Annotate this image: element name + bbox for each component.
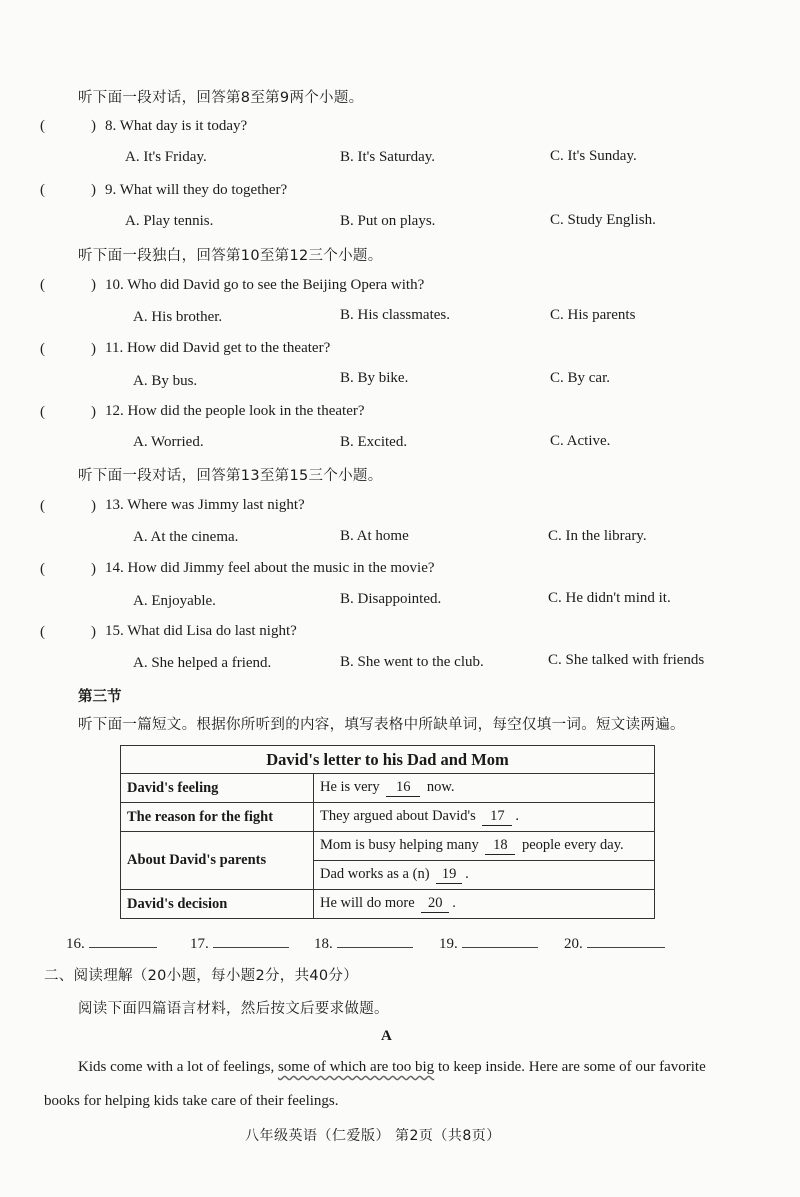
question-number: 10.: [105, 277, 124, 293]
option-10c: C. His parents: [550, 307, 636, 323]
question-number: 11.: [105, 340, 124, 356]
section-3-title: 第三节: [78, 689, 122, 705]
table-row: [121, 890, 655, 919]
option-8b: B. It's Saturday.: [340, 149, 436, 165]
option-14c: C. He didn't mind it.: [548, 590, 671, 606]
question-15: [105, 623, 297, 640]
answer-paren-right-q10: ): [91, 277, 96, 293]
option-14a: A. Enjoyable.: [133, 593, 216, 609]
question-text: How did David get to the theater?: [126, 340, 331, 356]
answer-label: 18.: [314, 936, 333, 952]
option-13c: C. In the library.: [548, 528, 647, 544]
row-content: [314, 803, 655, 832]
row-text-after: now.: [426, 779, 455, 796]
question-12: [105, 403, 365, 420]
question-13: [105, 497, 305, 514]
answer-label: 20.: [564, 936, 583, 952]
option-12c: C. Active.: [550, 433, 611, 449]
option-15b: B. She went to the club.: [340, 654, 484, 670]
passage-line-1: [78, 1050, 706, 1084]
blank-18: 18: [485, 838, 515, 855]
answer-label: 19.: [439, 936, 458, 952]
option-9a: A. Play tennis.: [125, 213, 214, 229]
option-11c: C. By car.: [550, 370, 610, 386]
question-text: Where was Jimmy last night?: [127, 497, 305, 513]
row-text-before: He will do more: [320, 895, 415, 912]
row-text-after: people every day.: [521, 837, 624, 854]
answer-paren-left-q12: (: [40, 404, 45, 420]
row-text-after: .: [465, 866, 469, 883]
option-9b: B. Put on plays.: [340, 213, 436, 229]
row-text-after: .: [452, 895, 456, 912]
question-number: 13.: [105, 497, 124, 513]
question-number: 9.: [105, 182, 117, 198]
passage-underlined-text: some of which are too big: [277, 1059, 435, 1075]
table-row: [121, 832, 655, 861]
letter-table: [120, 745, 655, 919]
question-text: What day is it today?: [119, 118, 248, 134]
answer-paren-left-q11: (: [40, 341, 45, 357]
option-11a: A. By bus.: [133, 373, 198, 389]
answer-line-17[interactable]: [190, 933, 289, 953]
option-14b: B. Disappointed.: [340, 591, 442, 607]
option-11b: B. By bike.: [340, 370, 409, 386]
option-12b: B. Excited.: [340, 434, 408, 450]
blank-16: 16: [386, 780, 420, 797]
instruction-q13-15: 听下面一段对话，回答第13至第15三个小题。: [78, 468, 383, 484]
answer-field[interactable]: [213, 933, 289, 948]
option-13b: B. At home: [340, 528, 409, 544]
option-9c: C. Study English.: [550, 212, 656, 228]
page-footer: 八年级英语（仁爱版） 第2页（共8页）: [245, 1128, 501, 1144]
part2-heading: 二、阅读理解（20小题，每小题2分，共40分）: [44, 968, 359, 984]
row-label: David's decision: [121, 890, 314, 919]
answer-paren-right-q8: ): [91, 118, 96, 134]
question-number: 12.: [105, 403, 124, 419]
question-number: 8.: [105, 118, 117, 134]
option-10b: B. His classmates.: [340, 307, 450, 323]
question-10: [105, 277, 424, 294]
answer-field[interactable]: [89, 933, 157, 948]
answer-paren-left-q10: (: [40, 277, 45, 293]
option-10a: A. His brother.: [133, 309, 223, 325]
question-text: What did Lisa do last night?: [127, 623, 297, 639]
row-content: [314, 832, 655, 861]
blank-17: 17: [482, 809, 512, 826]
answer-paren-right-q14: ): [91, 561, 96, 577]
answer-paren-left-q13: (: [40, 498, 45, 514]
answer-line-19[interactable]: [439, 933, 538, 953]
blank-20: 20: [421, 896, 449, 913]
answer-paren-right-q13: ): [91, 498, 96, 514]
section-3-instruction: 听下面一篇短文。根据你所听到的内容，填写表格中所缺单词，每空仅填一词。短文读两遍。: [78, 717, 685, 733]
question-11: [105, 340, 330, 357]
answer-field[interactable]: [337, 933, 413, 948]
table-title: David's letter to his Dad and Mom: [121, 746, 655, 774]
answer-line-18[interactable]: [314, 933, 413, 953]
question-text: How did the people look in the theater?: [127, 403, 365, 419]
question-text: What will they do together?: [119, 182, 288, 198]
question-text: Who did David go to see the Beijing Opera with?: [127, 277, 425, 293]
answer-field[interactable]: [587, 933, 665, 948]
instruction-q8-9: 听下面一段对话，回答第8至第9两个小题。: [78, 90, 364, 106]
option-13a: A. At the cinema.: [133, 529, 239, 545]
passage-text: to keep inside. Here are some of our favorite: [434, 1059, 706, 1075]
row-text-before: Mom is busy helping many: [320, 837, 479, 854]
answer-field[interactable]: [462, 933, 538, 948]
part2-instruction: 阅读下面四篇语言材料，然后按文后要求做题。: [78, 1001, 389, 1017]
row-content: [314, 774, 655, 803]
answer-label: 16.: [66, 936, 85, 952]
option-8c: C. It's Sunday.: [550, 148, 637, 164]
row-text-before: They argued about David's: [320, 808, 476, 825]
answer-line-16[interactable]: [66, 933, 157, 953]
instruction-q10-12: 听下面一段独白，回答第10至第12三个小题。: [78, 248, 383, 264]
passage-label: A: [381, 1028, 392, 1044]
answer-paren-left-q15: (: [40, 624, 45, 640]
option-8a: A. It's Friday.: [125, 149, 207, 165]
row-label: The reason for the fight: [121, 803, 314, 832]
question-text: How did Jimmy feel about the music in the movie?: [127, 560, 435, 576]
passage-text: Kids come with a lot of feelings,: [78, 1059, 278, 1075]
option-15a: A. She helped a friend.: [133, 655, 272, 671]
row-content: [314, 861, 655, 890]
row-text-before: Dad works as a (n): [320, 866, 430, 883]
question-number: 15.: [105, 623, 124, 639]
row-text-after: .: [515, 808, 520, 825]
answer-paren-left-q9: (: [40, 182, 45, 198]
question-9: [105, 182, 287, 199]
row-content: [314, 890, 655, 919]
answer-paren-left-q8: (: [40, 118, 45, 134]
question-14: [105, 560, 435, 577]
answer-paren-right-q12: ): [91, 404, 96, 420]
blank-19: 19: [436, 867, 462, 884]
question-8: [105, 118, 247, 135]
row-label: About David's parents: [121, 832, 314, 890]
passage-line-2: books for helping kids take care of their feelings.: [44, 1093, 339, 1109]
answer-label: 17.: [190, 936, 209, 952]
answer-paren-left-q14: (: [40, 561, 45, 577]
answer-paren-right-q11: ): [91, 341, 96, 357]
table-row: [121, 774, 655, 803]
question-number: 14.: [105, 560, 124, 576]
answer-line-20[interactable]: [564, 933, 665, 953]
option-15c: C. She talked with friends: [548, 652, 705, 668]
table-row: [121, 803, 655, 832]
row-text-before: He is very: [320, 779, 380, 796]
answer-paren-right-q15: ): [91, 624, 96, 640]
answer-paren-right-q9: ): [91, 182, 96, 198]
option-12a: A. Worried.: [133, 434, 204, 450]
row-label: David's feeling: [121, 774, 314, 803]
